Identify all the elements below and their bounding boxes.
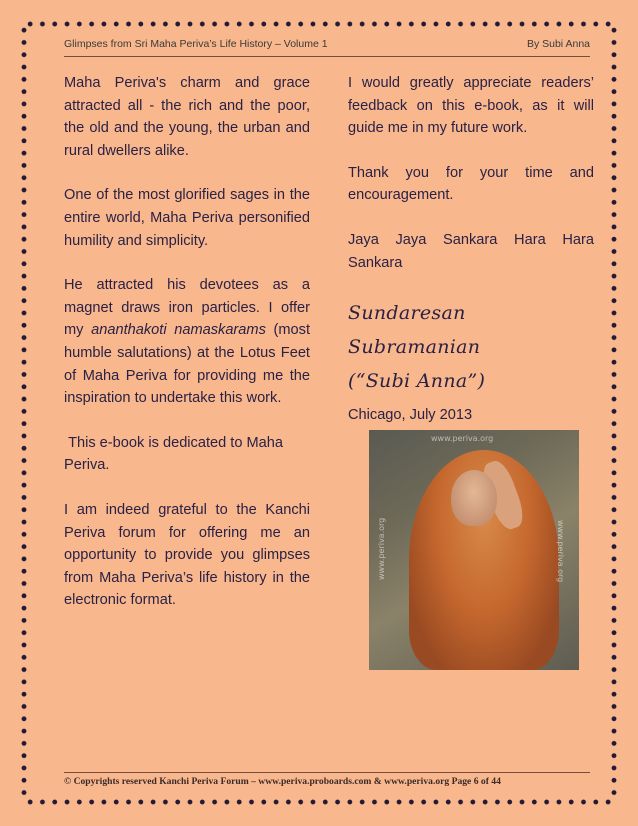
bottom-dotted-border <box>24 799 614 805</box>
paragraph-glorified: One of the most glorified sages in the entire world, Maha Periva personified humility and simplicity. <box>64 187 310 249</box>
photo-watermark: www.periva.org <box>431 434 494 443</box>
photo-face <box>451 470 497 526</box>
paragraph-devotees-b: (most humble salutations) at the Lotus Feet of Maha Periva for providing me the inspiration to undertake this work. <box>64 322 311 407</box>
paragraph-grateful: I am indeed grateful to the Kanchi Periva forum for offering me an opportunity to provide you glimpses from Maha Periva’s life history in the electronic format. <box>64 501 310 609</box>
paragraph-devotees-a: He attracted his devotees as a magnet draws iron particles. I offer my <box>64 277 310 339</box>
photo-watermark-left: www.periva.org <box>377 517 386 580</box>
maha-periva-photo <box>369 430 579 670</box>
signature-alias: (“Subi Anna”) <box>348 370 486 393</box>
signature-name: Sundaresan Subramanian <box>348 302 481 359</box>
dateline: Chicago, July 2013 <box>348 407 473 424</box>
right-dotted-border <box>611 24 617 802</box>
photo-watermark-right: www.periva.org <box>556 520 565 583</box>
paragraph-jaya: Jaya Jaya Sankara Hara Hara Sankara <box>348 231 594 271</box>
right-column <box>348 72 594 427</box>
header-rule <box>64 56 590 57</box>
page-footer: © Copyrights reserved Kanchi Periva Forum – www.periva.proboards.com & www.periva.org Page 6 of 44 <box>64 776 501 787</box>
paragraph-feedback: I would greatly appreciate readers’ feedback on this e-book, as it will guide me in my future work. <box>348 75 594 137</box>
paragraph-dedication: This e-book is dedicated to Maha Periva. <box>64 434 288 474</box>
top-dotted-border <box>24 21 614 27</box>
left-column <box>64 72 310 634</box>
page-header <box>64 38 590 50</box>
left-dotted-border <box>21 24 27 802</box>
footer-rule <box>64 772 590 773</box>
header-title: Glimpses from Sri Maha Periva’s Life History – Volume 1 <box>64 38 328 50</box>
paragraph-devotees <box>64 274 310 410</box>
paragraph-thanks: Thank you for your time and encouragement. <box>348 164 594 204</box>
header-author: By Subi Anna <box>526 38 590 50</box>
paragraph-devotees-italic: ananthakoti namaskarams <box>91 322 266 339</box>
paragraph-charm: Maha Periva's charm and grace attracted all - the rich and the poor, the old and the young, the urban and rural dwellers alike. <box>64 75 310 159</box>
